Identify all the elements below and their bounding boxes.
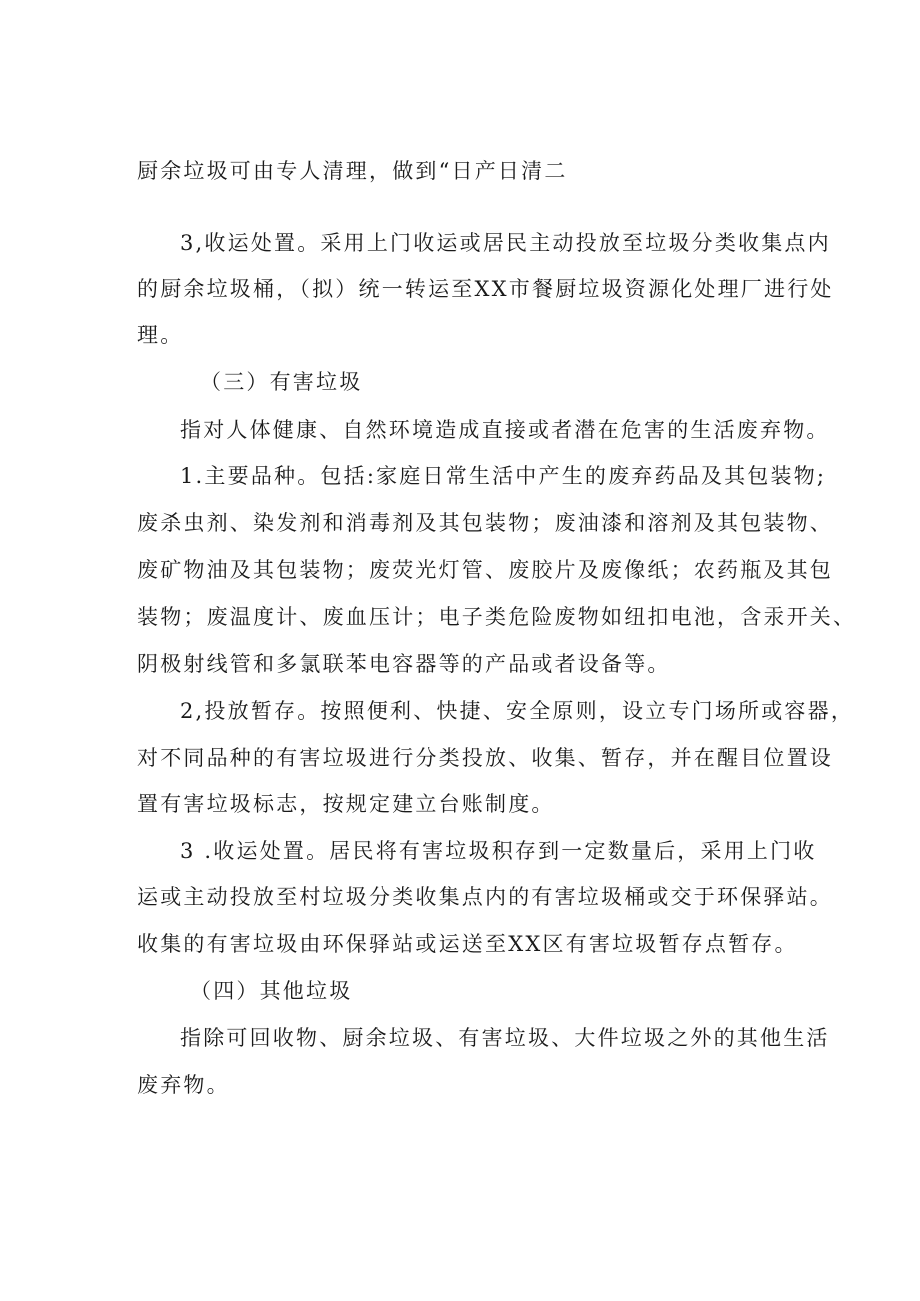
text-line-7: 1.主要品种。包括:家庭日常生活中产生的废弃药品及其包装物; <box>180 464 827 488</box>
text-line-10: 装物；废温度计、废血压计；电子类危险废物如纽扣电池，含汞开关、 <box>137 605 857 629</box>
section-heading-hazardous: （三）有害垃圾 <box>200 370 363 394</box>
text-line-16: 运或主动投放至村垃圾分类收集点内的有害垃圾桶或交于环保驿站。 <box>137 885 833 909</box>
text-line-17: 收集的有害垃圾由环保驿站或运送至XX区有害垃圾暂存点暂存。 <box>137 932 798 956</box>
text-line-12: 2,投放暂存。按照便利、快捷、安全原则，设立专门场所或容器， <box>180 699 855 723</box>
section-heading-other: （四）其他垃圾 <box>190 979 353 1003</box>
text-line-14: 置有害垃圾标志，按规定建立台账制度。 <box>137 792 555 816</box>
text-line-19: 指除可回收物、厨余垃圾、有害垃圾、大件垃圾之外的其他生活 <box>180 1026 830 1050</box>
text-line-20: 废弃物。 <box>137 1073 230 1097</box>
text-line-4: 理。 <box>137 323 184 347</box>
text-line-2: 3,收运处置。采用上门收运或居民主动投放至垃圾分类收集点内 <box>180 231 831 255</box>
text-line-11: 阴极射线管和多氯联苯电容器等的产品或者设备等。 <box>137 652 671 676</box>
text-line-3: 的厨余垃圾桶，（拟）统一转运至XX市餐厨垃圾资源化处理厂进行处 <box>137 277 834 301</box>
text-line-6: 指对人体健康、自然环境造成直接或者潜在危害的生活废弃物。 <box>180 418 830 442</box>
text-line-15: 3 .收运处置。居民将有害垃圾积存到一定数量后，采用上门收 <box>180 839 817 863</box>
text-line-8: 废杀虫剂、染发剂和消毒剂及其包装物；废油漆和溶剂及其包装物、 <box>137 511 833 535</box>
text-line-13: 对不同品种的有害垃圾进行分类投放、收集、暂存，并在醒目位置设 <box>137 746 833 770</box>
text-line-9: 废矿物油及其包装物；废荧光灯管、废胶片及废像纸；农药瓶及其包 <box>137 558 833 582</box>
text-line-1: 厨余垃圾可由专人清理，做到“日产日清二 <box>137 159 568 183</box>
